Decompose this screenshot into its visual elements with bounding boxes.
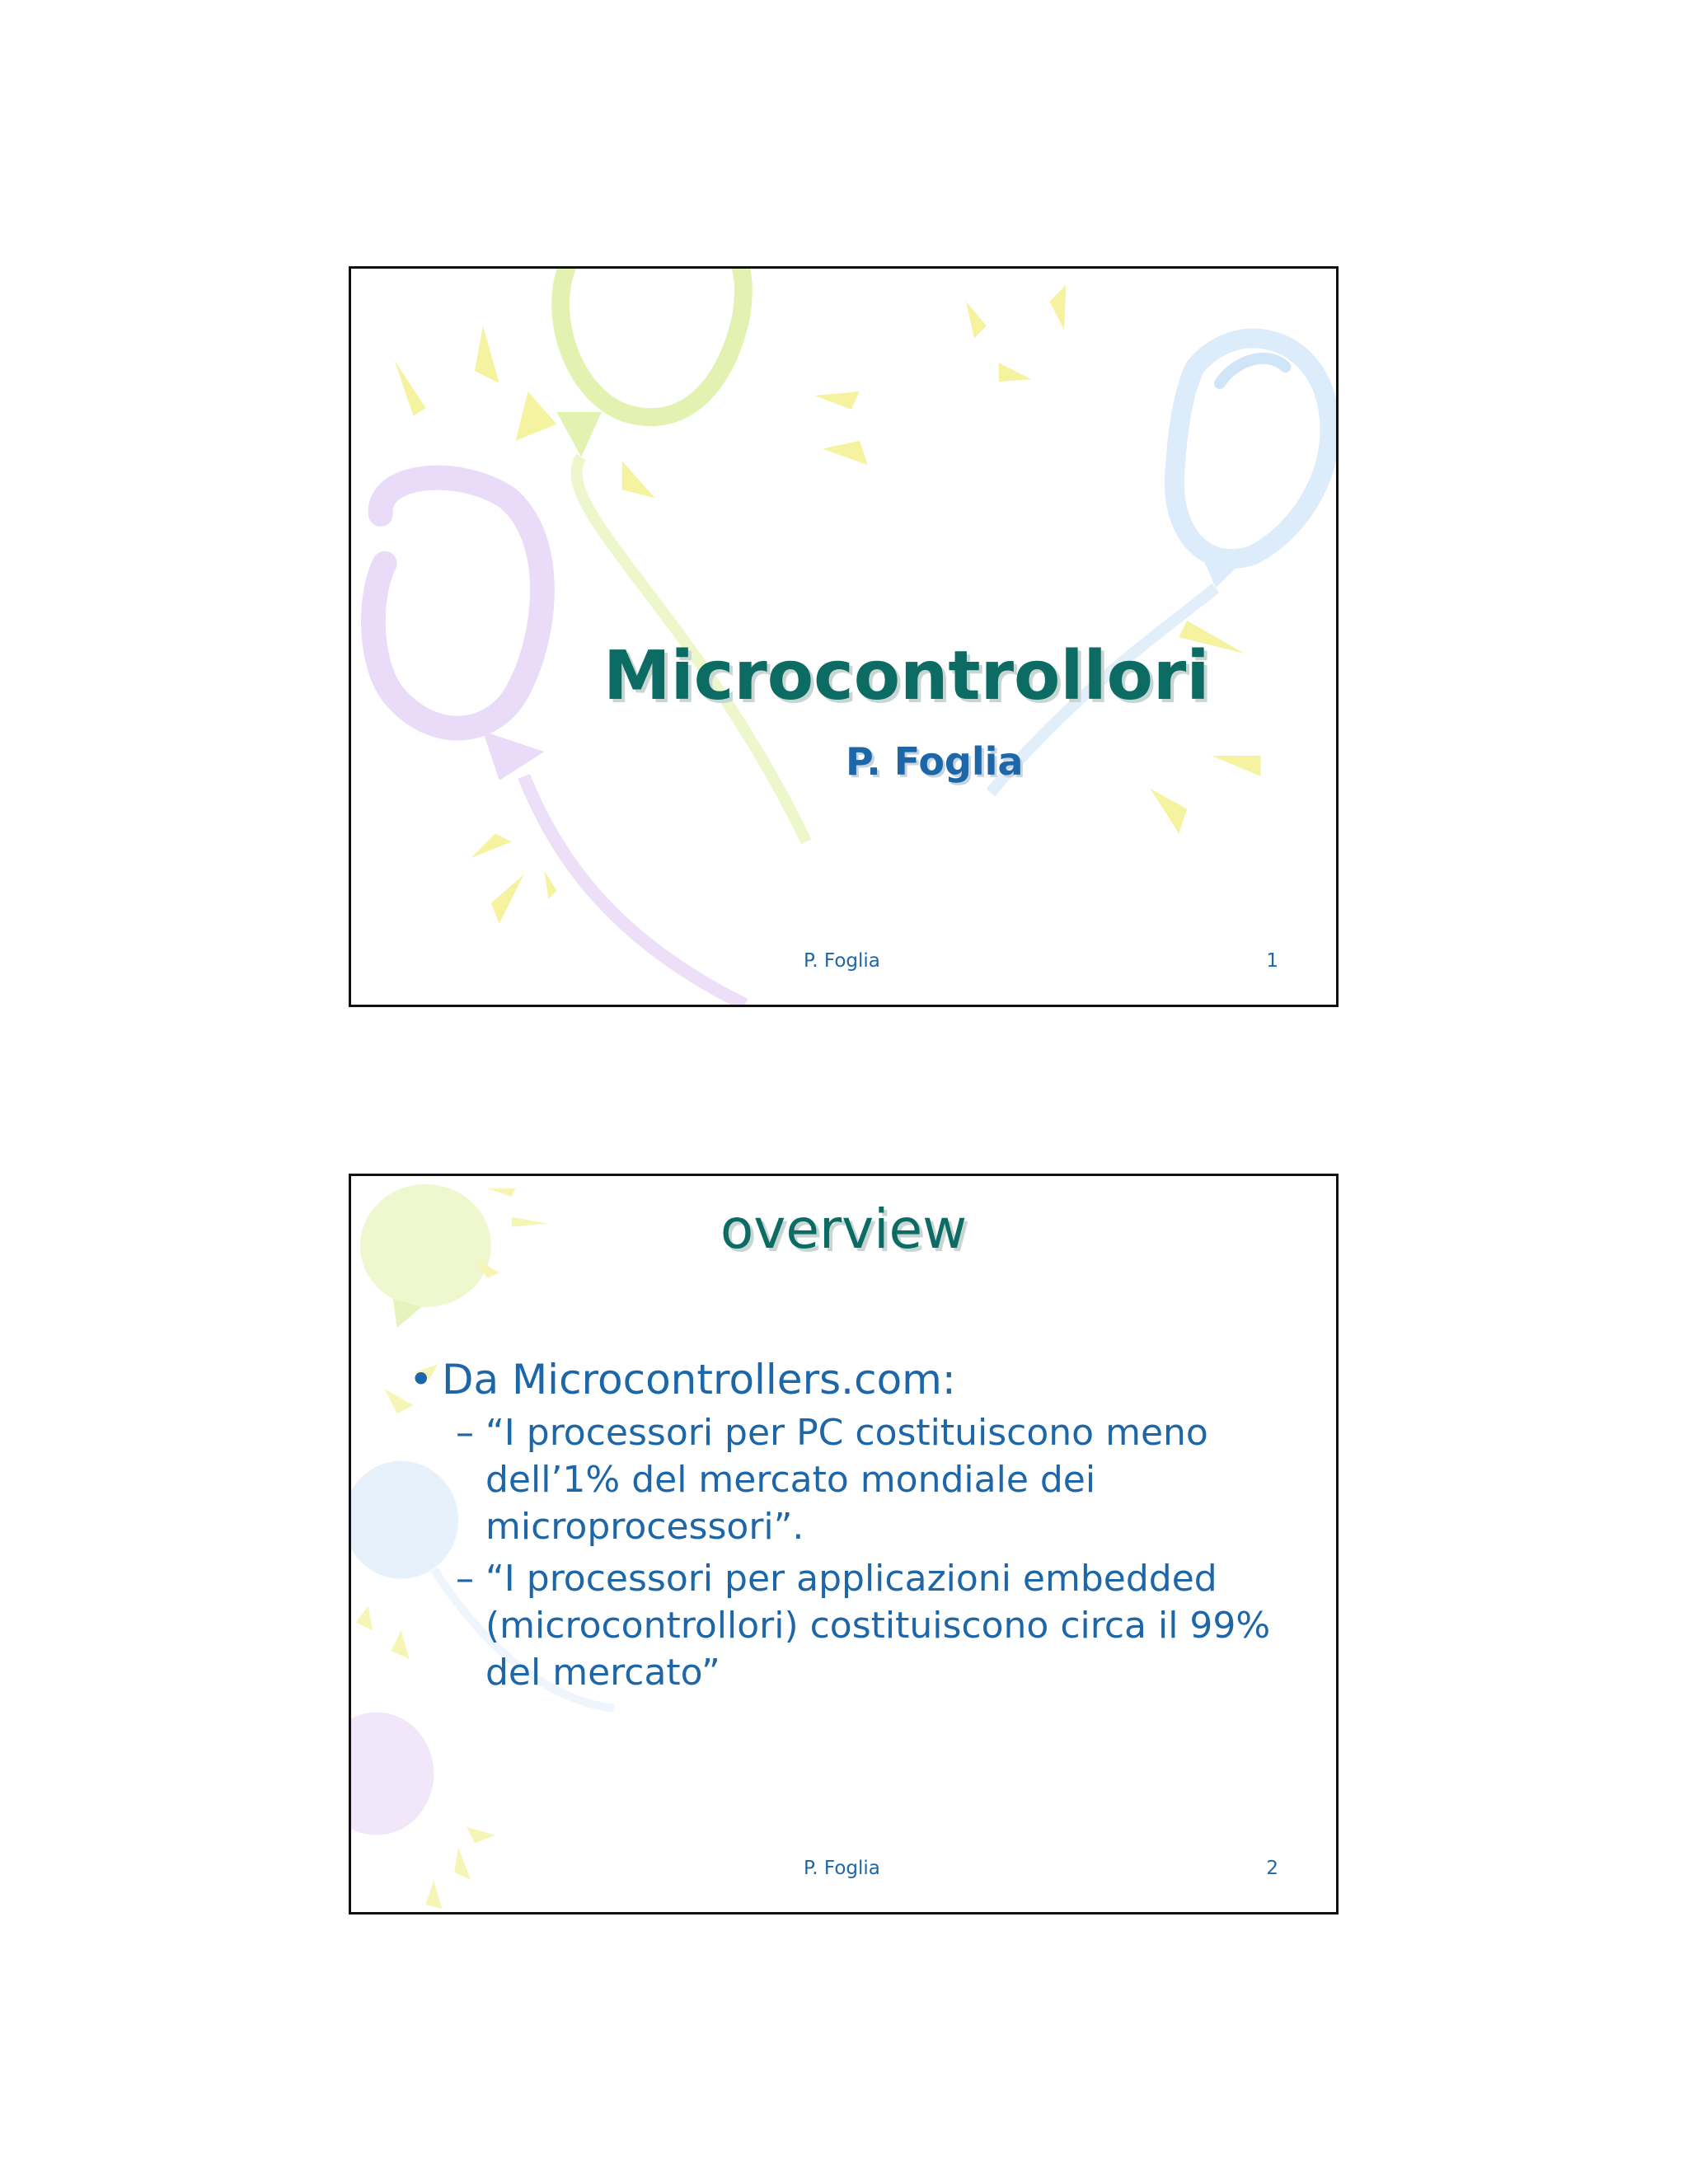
sub-bullet-item xyxy=(409,1555,1315,1696)
blue-balloon-knot xyxy=(1203,560,1240,588)
slide-2 xyxy=(349,1174,1339,1915)
sub-bullet-text: “I processori per applicazioni embedded (microcontrollori) costituiscono circa il 99% del mercato” xyxy=(485,1558,1271,1694)
confetti xyxy=(395,285,1261,924)
slide-title: overview xyxy=(720,1197,968,1261)
bullet-item xyxy=(409,1353,1315,1406)
sub-bullet-marker: – xyxy=(456,1412,474,1454)
green-balloon-knot xyxy=(556,412,602,457)
purple-balloon-string xyxy=(524,776,745,1005)
purple-balloon xyxy=(373,478,542,729)
slide-subtitle-author: P. Foglia xyxy=(846,739,1024,784)
sub-bullet-item xyxy=(409,1409,1315,1550)
footer-author: P. Foglia xyxy=(804,1858,880,1879)
green-balloon xyxy=(560,269,743,417)
sub-bullet-text: “I processori per PC costituiscono meno dell’1% del mercato mondiale dei microprocessori”. xyxy=(485,1412,1208,1548)
bullet-marker: • xyxy=(409,1356,434,1404)
blue-balloon-highlight xyxy=(1220,359,1285,383)
bullet-list xyxy=(409,1353,1315,1701)
page-number: 2 xyxy=(1266,1858,1278,1879)
footer-author: P. Foglia xyxy=(804,950,880,972)
slide-1 xyxy=(349,266,1339,1007)
page-number: 1 xyxy=(1266,950,1278,972)
purple-balloon-knot xyxy=(483,731,544,780)
slide-title: Microcontrollori xyxy=(603,637,1210,715)
purple-balloon xyxy=(351,1713,434,1835)
blue-balloon xyxy=(1175,339,1330,560)
bullet-text: Da Microcontrollers.com: xyxy=(442,1356,956,1404)
sub-bullet-marker: – xyxy=(456,1558,474,1600)
